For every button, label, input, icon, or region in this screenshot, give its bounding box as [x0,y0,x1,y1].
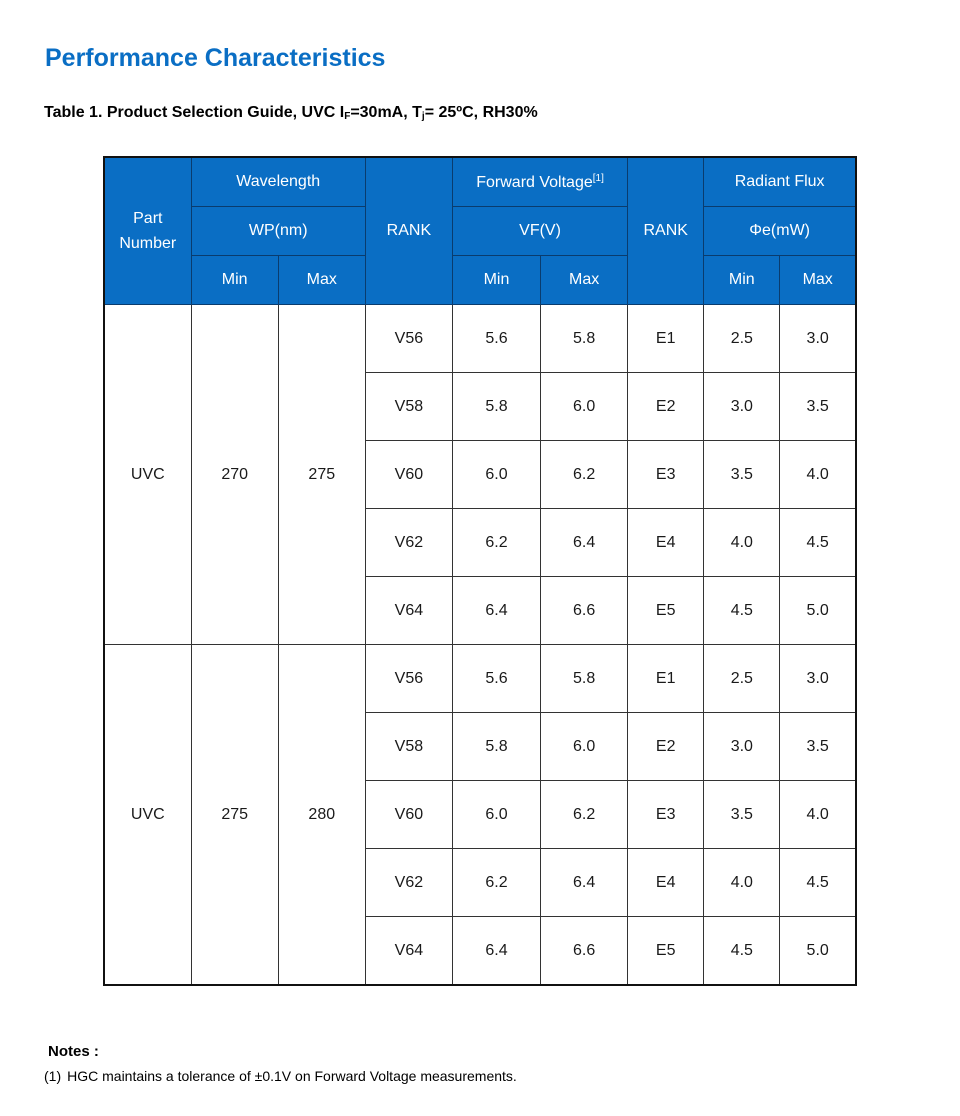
flux-rank-cell: E1 [628,645,704,713]
caption-middle: =30mA, T [350,104,422,121]
header-vf-max: Max [541,256,628,305]
table-body [104,305,856,986]
flux-max-cell: 3.0 [780,305,856,373]
wp-min-cell: 270 [191,305,278,645]
flux-max-cell: 4.0 [780,781,856,849]
caption-suffix: = 25ºC, RH30% [424,104,538,121]
flux-rank-cell: E1 [628,305,704,373]
product-selection-table [103,156,857,986]
vf-min-cell: 6.0 [452,441,540,509]
header-flux-max: Max [780,256,856,305]
vf-min-cell: 5.8 [452,713,540,781]
table-row [104,645,856,713]
header-radiant-flux: Radiant Flux [704,157,856,207]
header-flux-min: Min [704,256,780,305]
vf-rank-cell: V64 [365,917,452,986]
vf-max-cell: 6.4 [541,849,628,917]
vf-rank-cell: V62 [365,509,452,577]
header-vf-min: Min [452,256,540,305]
header-forward-voltage [452,157,627,207]
flux-max-cell: 5.0 [780,917,856,986]
header-rank-flux: RANK [628,157,704,305]
flux-rank-cell: E5 [628,917,704,986]
flux-max-cell: 3.5 [780,713,856,781]
table-header [104,157,856,305]
vf-rank-cell: V64 [365,577,452,645]
vf-max-cell: 6.0 [541,713,628,781]
vf-min-cell: 6.2 [452,509,540,577]
flux-min-cell: 3.5 [704,781,780,849]
header-part-number: Part Number [104,157,191,305]
vf-max-cell: 6.6 [541,917,628,986]
vf-rank-cell: V58 [365,713,452,781]
caption-if-subscript: F [344,111,351,122]
vf-rank-cell: V60 [365,441,452,509]
caption-tj-subscript: j [421,111,425,122]
flux-min-cell: 3.0 [704,713,780,781]
flux-min-cell: 4.5 [704,577,780,645]
vf-max-cell: 5.8 [541,645,628,713]
flux-rank-cell: E4 [628,849,704,917]
flux-max-cell: 4.0 [780,441,856,509]
notes-section [44,1043,517,1084]
flux-max-cell: 4.5 [780,849,856,917]
vf-min-cell: 6.2 [452,849,540,917]
flux-min-cell: 3.5 [704,441,780,509]
vf-rank-cell: V56 [365,305,452,373]
caption-prefix: Table 1. Product Selection Guide, UVC I [44,104,345,121]
flux-min-cell: 4.0 [704,509,780,577]
table-caption [44,104,538,122]
flux-min-cell: 4.5 [704,917,780,986]
flux-rank-cell: E5 [628,577,704,645]
flux-min-cell: 4.0 [704,849,780,917]
vf-min-cell: 6.0 [452,781,540,849]
flux-rank-cell: E2 [628,713,704,781]
forward-voltage-label: Forward Voltage [476,173,593,191]
vf-max-cell: 6.4 [541,509,628,577]
header-vf-unit: VF(V) [452,207,627,256]
vf-rank-cell: V60 [365,781,452,849]
header-flux-unit: Φe(mW) [704,207,856,256]
note-item [44,1068,517,1084]
part-number-cell: UVC [104,305,191,645]
page-title: Performance Characteristics [45,44,386,72]
header-wavelength: Wavelength [191,157,365,207]
flux-max-cell: 4.5 [780,509,856,577]
flux-min-cell: 2.5 [704,645,780,713]
vf-max-cell: 6.2 [541,781,628,849]
vf-rank-cell: V58 [365,373,452,441]
vf-min-cell: 5.6 [452,645,540,713]
note-number: (1) [44,1068,62,1084]
vf-max-cell: 6.6 [541,577,628,645]
note-text: HGC maintains a tolerance of ±0.1V on Forward Voltage measurements. [67,1068,517,1084]
vf-max-cell: 6.0 [541,373,628,441]
wp-max-cell: 275 [278,305,365,645]
vf-min-cell: 5.6 [452,305,540,373]
vf-max-cell: 5.8 [541,305,628,373]
flux-rank-cell: E2 [628,373,704,441]
flux-rank-cell: E3 [628,441,704,509]
vf-rank-cell: V62 [365,849,452,917]
header-wp-unit: WP(nm) [191,207,365,256]
notes-heading: Notes : [48,1043,99,1060]
flux-min-cell: 3.0 [704,373,780,441]
flux-max-cell: 3.5 [780,373,856,441]
flux-rank-cell: E3 [628,781,704,849]
vf-max-cell: 6.2 [541,441,628,509]
flux-min-cell: 2.5 [704,305,780,373]
flux-max-cell: 5.0 [780,577,856,645]
header-wp-min: Min [191,256,278,305]
vf-min-cell: 6.4 [452,917,540,986]
part-number-cell: UVC [104,645,191,986]
flux-max-cell: 3.0 [780,645,856,713]
vf-rank-cell: V56 [365,645,452,713]
wp-min-cell: 275 [191,645,278,986]
header-wp-max: Max [278,256,365,305]
flux-rank-cell: E4 [628,509,704,577]
footnote-ref: [1] [592,172,604,184]
table-row [104,305,856,373]
wp-max-cell: 280 [278,645,365,986]
vf-min-cell: 6.4 [452,577,540,645]
header-rank-vf: RANK [365,157,452,305]
vf-min-cell: 5.8 [452,373,540,441]
